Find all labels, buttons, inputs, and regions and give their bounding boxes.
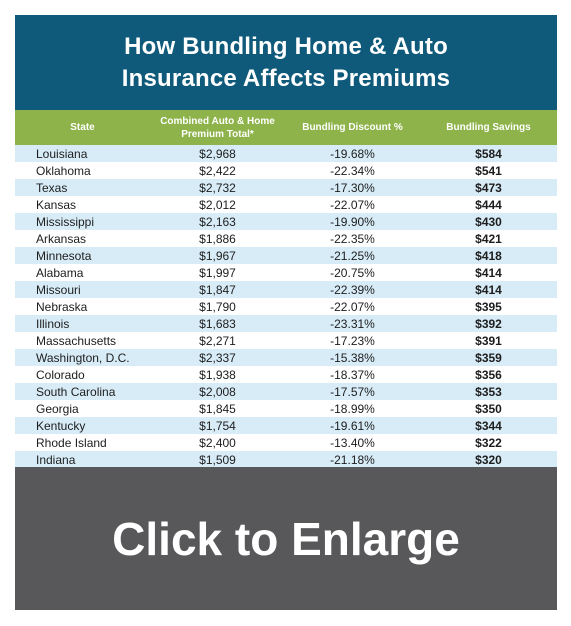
cell-premium: $1,938: [199, 367, 236, 382]
cell-savings: $356: [475, 367, 502, 382]
cell-state: Kansas: [36, 197, 77, 212]
cell-discount: -22.34%: [330, 163, 375, 178]
cell-savings: $473: [475, 180, 502, 195]
cell-savings: $444: [475, 197, 502, 212]
cell-savings: $391: [475, 333, 502, 348]
cell-savings: $353: [475, 384, 502, 399]
cell-discount: -18.99%: [330, 401, 375, 416]
cell-premium: $1,847: [199, 282, 236, 297]
cell-premium: $2,163: [199, 214, 236, 229]
header-premium: [150, 115, 285, 141]
table-row: [15, 179, 557, 196]
header-discount: Bundling Discount %: [302, 122, 403, 133]
cell-discount: -23.31%: [330, 316, 375, 331]
cell-discount: -19.68%: [330, 146, 375, 161]
header-premium-line-2: Premium Total*: [181, 128, 254, 140]
table-row: [15, 315, 557, 332]
click-to-enlarge-button[interactable]: Click to Enlarge: [15, 467, 557, 610]
table-row: [15, 213, 557, 230]
cell-discount: -17.23%: [330, 333, 375, 348]
table-row: [15, 281, 557, 298]
cell-discount: -20.75%: [330, 265, 375, 280]
table-row: [15, 264, 557, 281]
cell-discount: -15.38%: [330, 350, 375, 365]
infographic-card[interactable]: [15, 15, 557, 610]
cell-state: Indiana: [36, 452, 76, 467]
cell-state: Georgia: [36, 401, 79, 416]
cell-savings: $541: [475, 163, 502, 178]
cell-premium: $1,790: [199, 299, 236, 314]
table-body: [15, 145, 557, 468]
cell-state: Rhode Island: [36, 435, 107, 450]
cell-savings: $418: [475, 248, 502, 263]
cell-discount: -13.40%: [330, 435, 375, 450]
cell-discount: -18.37%: [330, 367, 375, 382]
cell-state: Arkansas: [36, 231, 87, 246]
cell-premium: $2,400: [199, 435, 236, 450]
cell-state: Oklahoma: [36, 163, 91, 178]
cell-discount: -22.07%: [330, 197, 375, 212]
header-savings: Bundling Savings: [446, 122, 531, 133]
cell-premium: $2,012: [199, 197, 236, 212]
cell-savings: $421: [475, 231, 502, 246]
table-row: [15, 349, 557, 366]
table-row: [15, 434, 557, 451]
cell-premium: $1,967: [199, 248, 236, 263]
cell-premium: $1,845: [199, 401, 236, 416]
cell-premium: $2,008: [199, 384, 236, 399]
header-state: State: [70, 122, 95, 133]
cell-premium: $1,886: [199, 231, 236, 246]
cell-premium: $2,732: [199, 180, 236, 195]
cell-discount: -19.90%: [330, 214, 375, 229]
table-row: [15, 366, 557, 383]
cell-premium: $2,968: [199, 146, 236, 161]
table-row: [15, 145, 557, 162]
table-row: [15, 196, 557, 213]
cell-state: Louisiana: [36, 146, 88, 161]
table-row: [15, 230, 557, 247]
table-row: [15, 400, 557, 417]
cell-discount: -19.61%: [330, 418, 375, 433]
cell-savings: $414: [475, 265, 502, 280]
cell-premium: $2,422: [199, 163, 236, 178]
cell-discount: -17.57%: [330, 384, 375, 399]
table-row: [15, 332, 557, 349]
cell-savings: $414: [475, 282, 502, 297]
cell-savings: $584: [475, 146, 502, 161]
table-header: [15, 110, 557, 145]
table-row: [15, 162, 557, 179]
cell-state: Alabama: [36, 265, 84, 280]
cell-discount: -21.18%: [330, 452, 375, 467]
cell-state: Colorado: [36, 367, 85, 382]
cell-state: Minnesota: [36, 248, 92, 263]
cell-savings: $344: [475, 418, 502, 433]
cell-state: Nebraska: [36, 299, 88, 314]
cell-premium: $1,997: [199, 265, 236, 280]
cell-premium: $2,271: [199, 333, 236, 348]
cell-premium: $1,683: [199, 316, 236, 331]
header-premium-line-1: Combined Auto & Home: [160, 115, 275, 127]
cell-state: Texas: [36, 180, 68, 195]
cell-savings: $359: [475, 350, 502, 365]
cell-premium: $1,754: [199, 418, 236, 433]
cell-premium: $1,509: [199, 452, 236, 467]
cell-state: Kentucky: [36, 418, 86, 433]
cell-discount: -17.30%: [330, 180, 375, 195]
cell-state: Massachusetts: [36, 333, 117, 348]
cell-state: South Carolina: [36, 384, 116, 399]
cell-state: Washington, D.C.: [36, 350, 130, 365]
table-row: [15, 298, 557, 315]
cell-premium: $2,337: [199, 350, 236, 365]
cell-savings: $395: [475, 299, 502, 314]
table-row: [15, 451, 557, 468]
title-line-2: Insurance Affects Premiums: [121, 64, 451, 92]
table-row: [15, 417, 557, 434]
cell-savings: $430: [475, 214, 502, 229]
cell-discount: -22.07%: [330, 299, 375, 314]
cell-savings: $392: [475, 316, 502, 331]
title-banner: [15, 15, 557, 110]
cell-savings: $320: [475, 452, 502, 467]
title-line-1: How Bundling Home & Auto: [124, 32, 448, 60]
cell-discount: -22.35%: [330, 231, 375, 246]
cell-savings: $322: [475, 435, 502, 450]
cell-discount: -21.25%: [330, 248, 375, 263]
cell-state: Mississippi: [36, 214, 95, 229]
table-row: [15, 247, 557, 264]
cell-savings: $350: [475, 401, 502, 416]
cell-state: Missouri: [36, 282, 81, 297]
cell-discount: -22.39%: [330, 282, 375, 297]
table-row: [15, 383, 557, 400]
cell-state: Illinois: [36, 316, 70, 331]
